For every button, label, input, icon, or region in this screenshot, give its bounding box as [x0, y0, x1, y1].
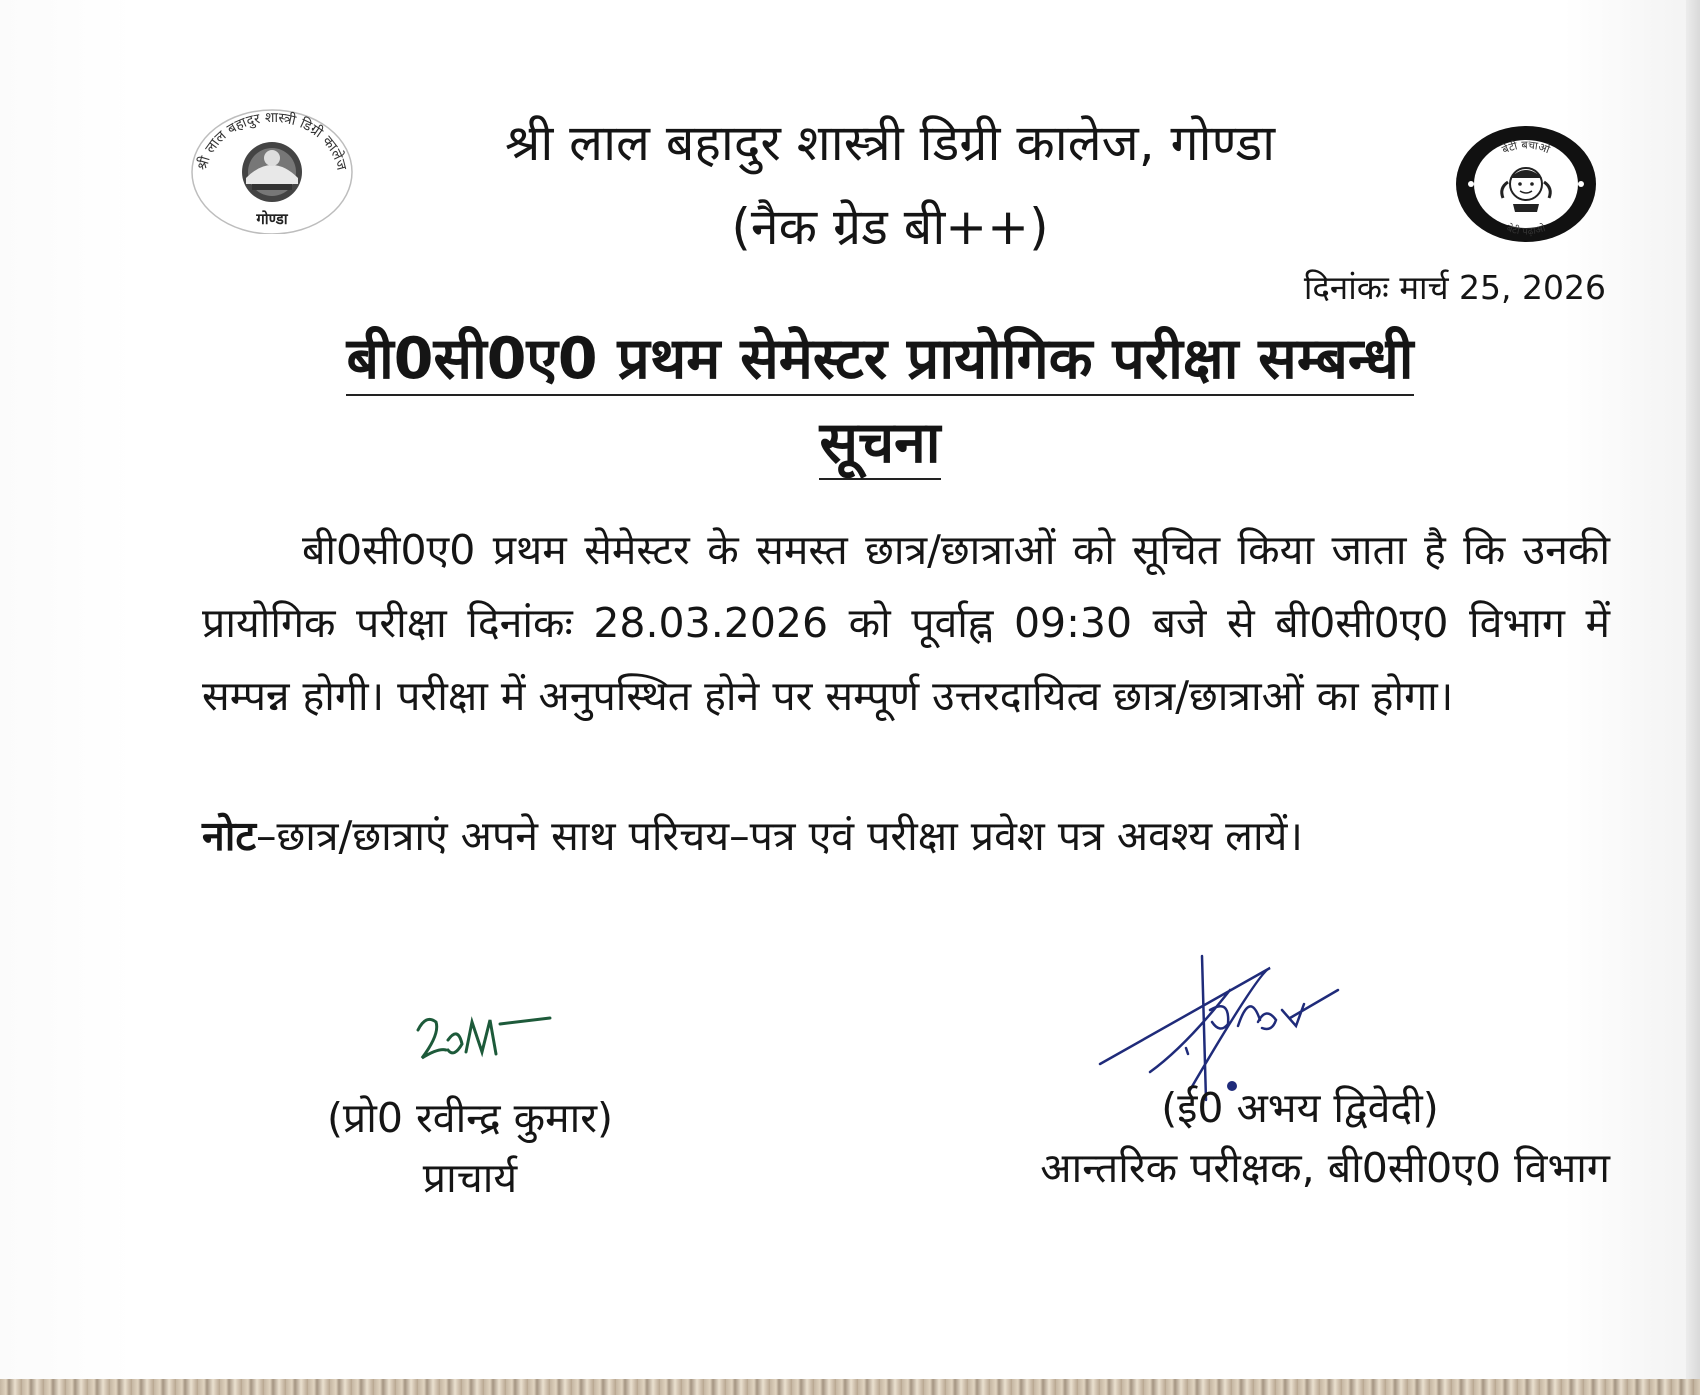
principal-signature — [410, 1000, 560, 1090]
note-label: नोट — [202, 812, 257, 860]
notice-body: बी0सी0ए0 प्रथम सेमेस्टर के समस्त छात्र/छात्राओं को सूचित किया जाता है कि उनकी प्रायोगिक परीक्षा दिनांकः 28.03.2026 को पूर्वाह्न 09:30 बजे से बी0सी0ए0 विभाग में सम्पन्न होगी। परीक्षा में अनुपस्थित होने पर सम्पूर्ण उत्तरदायित्व छात्र/छात्राओं का होगा। — [202, 526, 1610, 720]
date-value: मार्च 25, 2026 — [1399, 268, 1606, 307]
note-text: –छात्र/छात्राएं अपने साथ परिचय–पत्र एवं परीक्षा प्रवेश पत्र अवश्य लायें। — [256, 812, 1303, 860]
svg-text:बेटी बचाओ: बेटी बचाओ — [1499, 138, 1552, 157]
college-name: श्री लाल बहादुर शास्त्री डिग्री कालेज, गोण्डा — [504, 114, 1276, 172]
paper-bottom-edge — [0, 1379, 1700, 1395]
paper-edge-shadow — [1686, 0, 1700, 1395]
notice-title — [250, 322, 1510, 396]
notice-date — [1304, 266, 1606, 310]
college-seal-logo — [186, 102, 358, 234]
date-label: दिनांकः — [1303, 268, 1389, 307]
examiner-role: आन्तरिक परीक्षक, बी0सी0ए0 विभाग — [1040, 1144, 1610, 1192]
principal-name: (प्रो0 रवीन्द्र कुमार) — [326, 1094, 614, 1142]
notice-heading-text: सूचना — [819, 410, 940, 480]
beti-bachao-logo — [1453, 122, 1599, 246]
naac-grade: (नैक ग्रेड बी++) — [731, 198, 1049, 256]
svg-text:बेटी पढ़ाओ: बेटी पढ़ाओ — [1504, 223, 1547, 238]
svg-text:गोण्डा: गोण्डा — [256, 210, 288, 228]
svg-text:श्री लाल बहादुर शास्त्री डिग्र: श्री लाल बहादुर शास्त्री डिग्री कालेज — [194, 109, 350, 173]
notice-note — [202, 800, 1610, 873]
notice-title-text: बी0सी0ए0 प्रथम सेमेस्टर प्रायोगिक परीक्षा सम्बन्धी — [346, 326, 1413, 396]
examiner-name: (ई0 अभय द्विवेदी) — [1161, 1084, 1439, 1132]
principal-role: प्राचार्य — [422, 1154, 518, 1202]
notice-heading — [250, 406, 1510, 480]
